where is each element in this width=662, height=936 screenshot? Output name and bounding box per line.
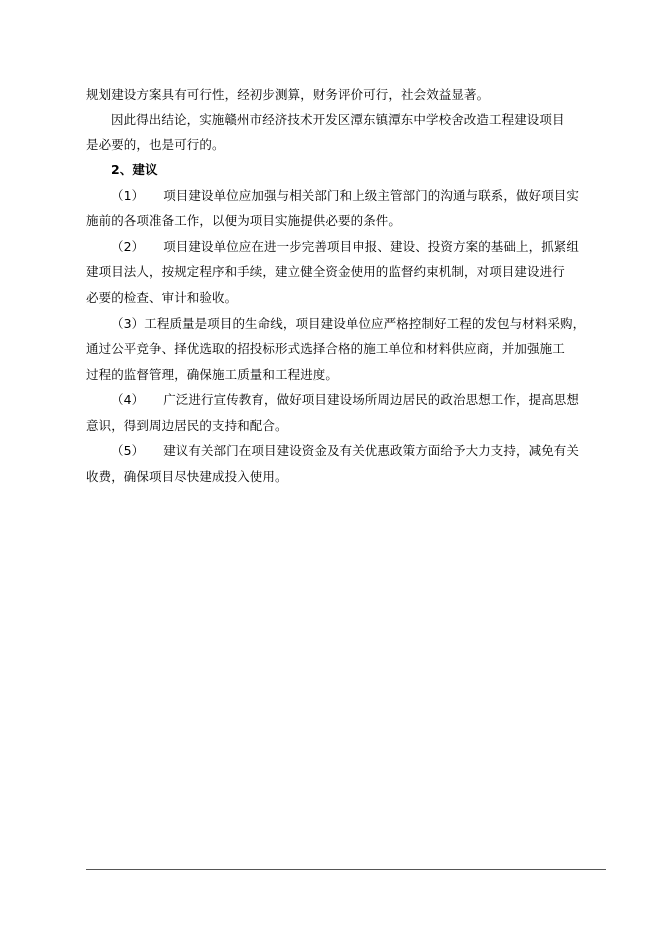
- paragraph-line: 收费，确保项目尽快建成投入使用。: [86, 469, 288, 484]
- paragraph-line: 意识，得到周边居民的支持和配合。: [86, 418, 288, 433]
- paragraph-line: 必要的检查、审计和验收。: [86, 290, 238, 305]
- footer-divider: [86, 869, 606, 870]
- paragraph-line: 建项目法人，按规定程序和手续，建立健全资金使用的监督约束机制，对项目建设进行: [86, 264, 565, 279]
- paragraph-line: （2） 项目建设单位应在进一步完善项目申报、建设、投资方案的基础上，抓紧组: [111, 239, 580, 254]
- paragraph-line: 过程的监督管理，确保施工质量和工程进度。: [86, 367, 339, 382]
- paragraph-line: 通过公平竞争、择优选取的招投标形式选择合格的施工单位和材料供应商，并加强施工: [86, 341, 565, 356]
- paragraph-line: 因此得出结论，实施赣州市经济技术开发区潭东镇潭东中学校舍改造工程建设项目: [111, 112, 565, 127]
- paragraph-line: 施前的各项准备工作，以便为项目实施提供必要的条件。: [86, 213, 402, 228]
- paragraph-line: （3）工程质量是项目的生命线，项目建设单位应严格控制好工程的发包与材料采购，: [111, 316, 586, 331]
- paragraph-line: （1） 项目建设单位应加强与相关部门和上级主管部门的沟通与联系，做好项目实: [111, 188, 580, 203]
- section-heading: 2、建议: [111, 162, 158, 177]
- paragraph-line: 规划建设方案具有可行性，经初步测算，财务评价可行，社会效益显著。: [86, 87, 490, 102]
- paragraph-line: （5） 建议有关部门在项目建设资金及有关优惠政策方面给予大力支持，减免有关: [111, 443, 580, 458]
- paragraph-line: 是必要的，也是可行的。: [86, 137, 225, 152]
- paragraph-line: （4） 广泛进行宣传教育，做好项目建设场所周边居民的政治思想工作，提高思想: [111, 392, 580, 407]
